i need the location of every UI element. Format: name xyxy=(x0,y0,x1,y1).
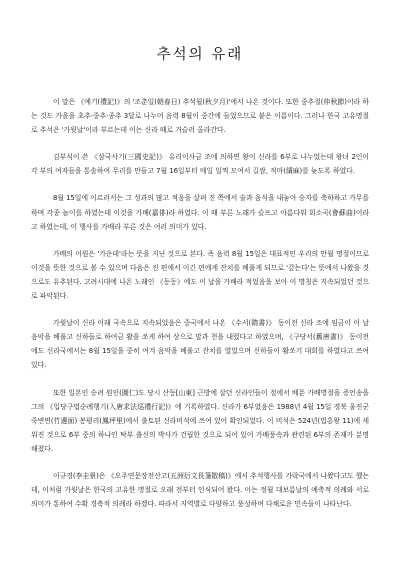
document-title: 추석의 유래 xyxy=(156,47,244,63)
paragraph: 가윗날이 신라 이래 국속으로 지속되었음은 중국에서 나온 《수서(隋書)》 동이전 신라 조에 임금이 이 날 음악을 베풀고 신하들로 하여금 활을 쏘게 하여 상으로 말과 천을 내렸다고 하였으며, 《구당서(舊唐書)》 동이전에도 신라국에서는 8월 15일을 중히 여겨 음악을 베풀고 잔치를 열었으며 신하들이 활쏘기 대회를 하였다고 쓰여 있다. xyxy=(31,319,369,370)
paragraph: 이 말은 《예기(禮記)》의 '조춘일(朝春日) 추석월(秋夕月)'에서 나온 것이다. 또한 중추절(仲秋節)이라 하는 것도 가을을 초추·중추·종추 3달로 나누어 음력 8월이 중간에 들었으므로 붙은 이름이다. 그러나 한국 고유명절로 추석은 '가윗날'이라 부르는데 이는 신라 때로 거슬러 올라간다. xyxy=(31,98,369,135)
document-body xyxy=(31,95,369,524)
paragraph: 8월 15일에 이르러서는 그 성과의 많고 적음을 살펴 진 쪽에서 술과 음식을 내놓아 승자를 축하하고 가무를 하며 각종 놀이를 하였는데 이것을 가배(嘉俳)라 하였다. 이 때 부른 노래가 슬프고 아름다워 회소곡(會蘇曲)이라고 하였는데, 이 행사를 가배라 부른 것은 여러 의미가 있다. xyxy=(31,194,369,231)
paragraph: 가배의 어원은 '가운데'라는 뜻을 지닌 것으로 본다. 즉 음력 8월 15일은 대표적인 우리의 만월 명절이므로 이것을 뜻한 것으로 볼 수 있으며 다음은 진 편에서 이긴 편에게 잔치를 베풀게 되므로 '갚는다'는 뜻에서 나왔을 것으로도 유추된다. 고려시대에 나온 노래인 《동동》에도 이 날을 가배라 적었음을 보아 이 명칭은 지속되었던 것으로 파악된다. xyxy=(31,249,369,301)
paragraph: 이규경(李圭景)은 《오주연문장전산고(五洲衍文長箋散稿)》에서 추석행사를 가락국에서 나왔다고도 했는데, 이처럼 가윗날은 한국의 고유한 명절로 오래 전부터 인식되어 왔다. 이는 정월 대보름날의 예축적 의례와 서로 의미가 통하여 수확 경축적 의례라 하겠다. 따라서 지역별로 다양하고 풍성하며 다채로운 민속들이 나타난다. xyxy=(31,471,369,509)
paragraph: 김부식이 쓴 《삼국사기(三國史記)》 유리이사금 조에 의하면 왕이 신라를 6부로 나누었는데 왕녀 2인이 각 부의 여자들을 통솔하여 무리를 만들고 7월 16일부터 매일 일찍 모여서 길쌈, 적마(績麻)를 늦도록 하였다. xyxy=(31,153,369,176)
paragraph: 또한 일본인 승려 원인(圓仁)도 당시 산동[山東] 근방에 살던 신라인들이 절에서 베푼 가배명절을 증언송을 그의 《입당구법순례행기(入唐求法巡禮行記)》에 기록하였다. 신라가 6부였음은 1988년 4월 15일 경북 울진군 죽변면(竹邊面) 봉평리(鳳坪里)에서 출토된 신라비석에 쓰여 있어 확인되었다. 이 비석은 524년(법흥왕 11)에 세워진 것으로 6부 중의 하나인 탁부 출신의 박사가 건립한 것으로 되어 있어 가배풍속과 관련된 6부의 존재가 분명해졌다. xyxy=(31,388,369,453)
